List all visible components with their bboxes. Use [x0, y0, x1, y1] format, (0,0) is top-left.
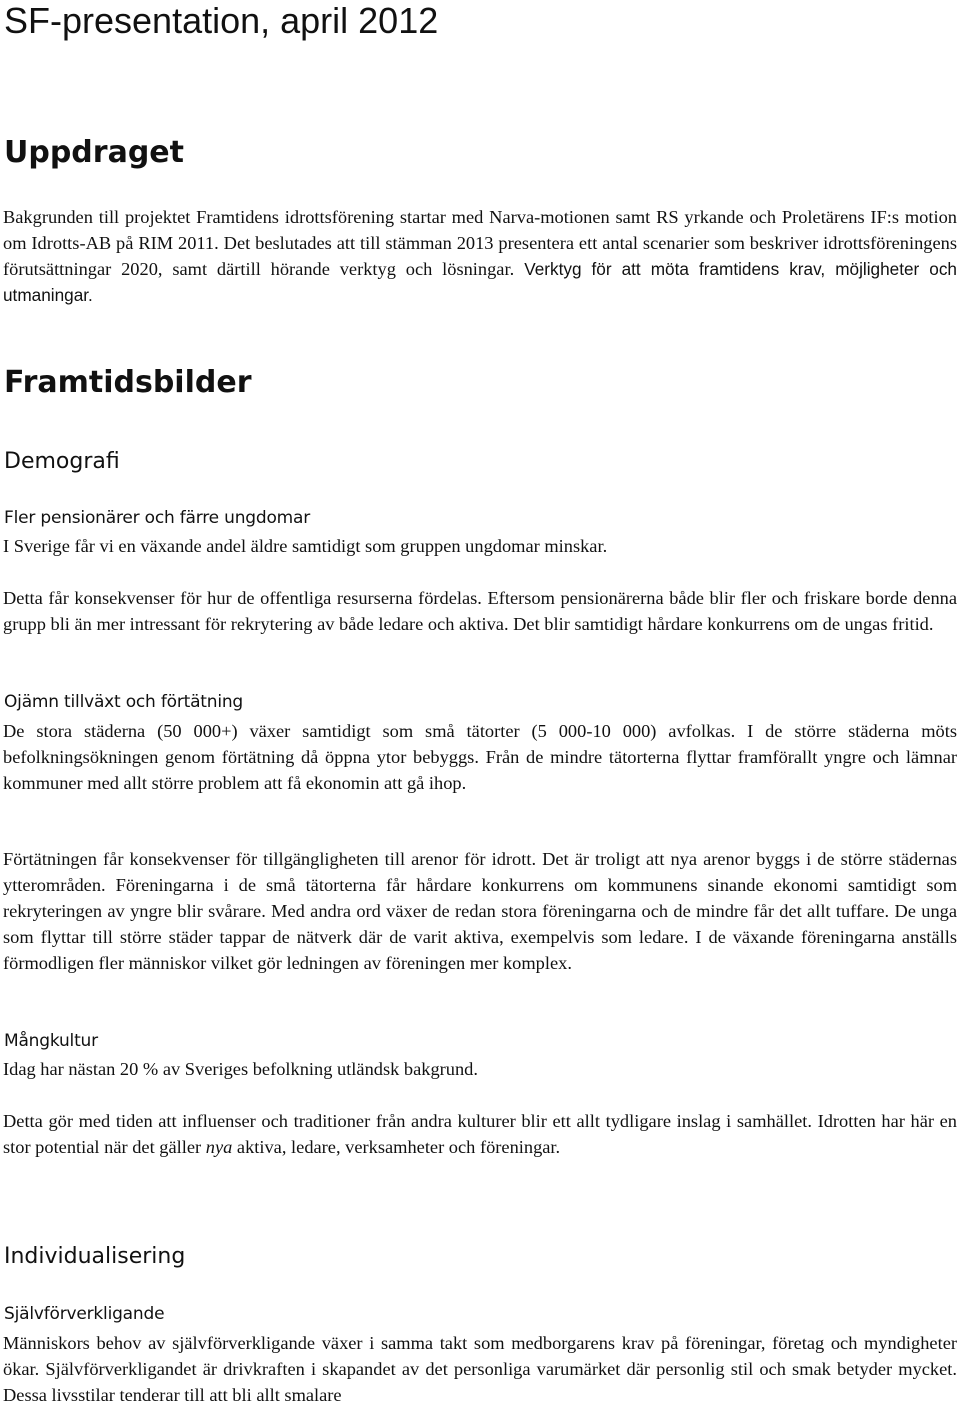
paragraph-mangkultur-2-start: Detta gör med tiden att influenser och traditioner från andra kulturer blir ett allt tydligare inslag i samhället. Idrotten har här en stor potential när det gäller: [3, 1111, 957, 1157]
paragraph-uppdraget: [3, 204, 957, 308]
heading-ojamn-tillvaxt: Ojämn tillväxt och förtätning: [4, 692, 244, 712]
paragraph-mangkultur-1: Idag har nästan 20 % av Sveriges befolkning utländsk bakgrund.: [3, 1059, 478, 1079]
heading-mangkultur: Mångkultur: [4, 1031, 98, 1051]
heading-individualisering: Individualisering: [4, 1244, 186, 1269]
heading-uppdraget: Uppdraget: [4, 135, 184, 170]
paragraph-sjalvforverkligande: Människors behov av självförverkligande växer i samma takt som medborgarens krav på föreningar, företag och myndigheter ökar. Självförverkligandet är drivkraften i skapandet av det personliga varumärket där personlig stil och smak betyder mycket. Dessa livsstilar tenderar till att bli allt smalare: [3, 1333, 957, 1405]
paragraph-pensionarer-1: I Sverige får vi en växande andel äldre samtidigt som gruppen ungdomar minskar.: [3, 536, 608, 556]
heading-framtidsbilder: Framtidsbilder: [4, 365, 252, 400]
heading-demografi: Demografi: [4, 449, 120, 474]
emphasis-nya: nya: [205, 1137, 233, 1157]
paragraph-uppdraget-main: Bakgrunden till projektet Framtidens idrottsförening startar med Narva-motionen samt RS yrkande och Proletärens IF:s motion om Idrotts-AB på RIM 2011. Det beslutades att till stämman 2013 presentera ett antal scenarier som beskriver idrottsföreningens förutsättningar 2020, samt därtill hörande verktyg och lösningar.: [3, 207, 957, 279]
heading-fler-pensionarer: Fler pensionärer och färre ungdomar: [4, 508, 311, 528]
paragraph-mangkultur-2-end: aktiva, ledare, verksamheter och föreningar.: [232, 1137, 561, 1157]
paragraph-pensionarer-2: Detta får konsekvenser för hur de offentliga resurserna fördelas. Eftersom pensionärerna både blir fler och friskare borde denna grupp bli än mer intressant för rekrytering av både ledare och aktiva. Det blir samtidigt hårdare konkurrens om de ungas fritid.: [3, 588, 957, 634]
heading-sjalvforverkligande: Självförverkligande: [4, 1304, 165, 1324]
paragraph-mangkultur-2: [3, 1108, 957, 1160]
paragraph-tillvaxt-1: De stora städerna (50 000+) växer samtidigt som små tätorter (5 000-10 000) avfolkas. I de större städerna möts befolkningsökningen genom förtätning då öppna ytor bebyggs. Från de mindre tätorterna flyttar framförallt yngre och lämnar kommuner med allt större problem att få ekonomin att gå ihop.: [3, 721, 957, 793]
document-title: SF-presentation, april 2012: [4, 0, 439, 41]
paragraph-uppdraget-tail: Verktyg för att möta framtidens krav, möjligheter och utmaningar.: [3, 259, 957, 305]
paragraph-tillvaxt-2: Förtätningen får konsekvenser för tillgängligheten till arenor för idrott. Det är troligt att nya arenor byggs i de större städernas ytterområden. Föreningarna i de små tätorterna får hårdare konkurrens om kommunens sinande ekonomi samtidigt som rekryteringen av yngre blir svårare. Med andra ord växer de redan stora föreningarna och de mindre får det allt tuffare. De unga som flyttar till större städer tappar de nätverk där de varit aktiva, exempelvis som ledare. I de växande föreningarna anställs förmodligen fler människor vilket gör ledningen av föreningen mer komplex.: [3, 849, 957, 973]
